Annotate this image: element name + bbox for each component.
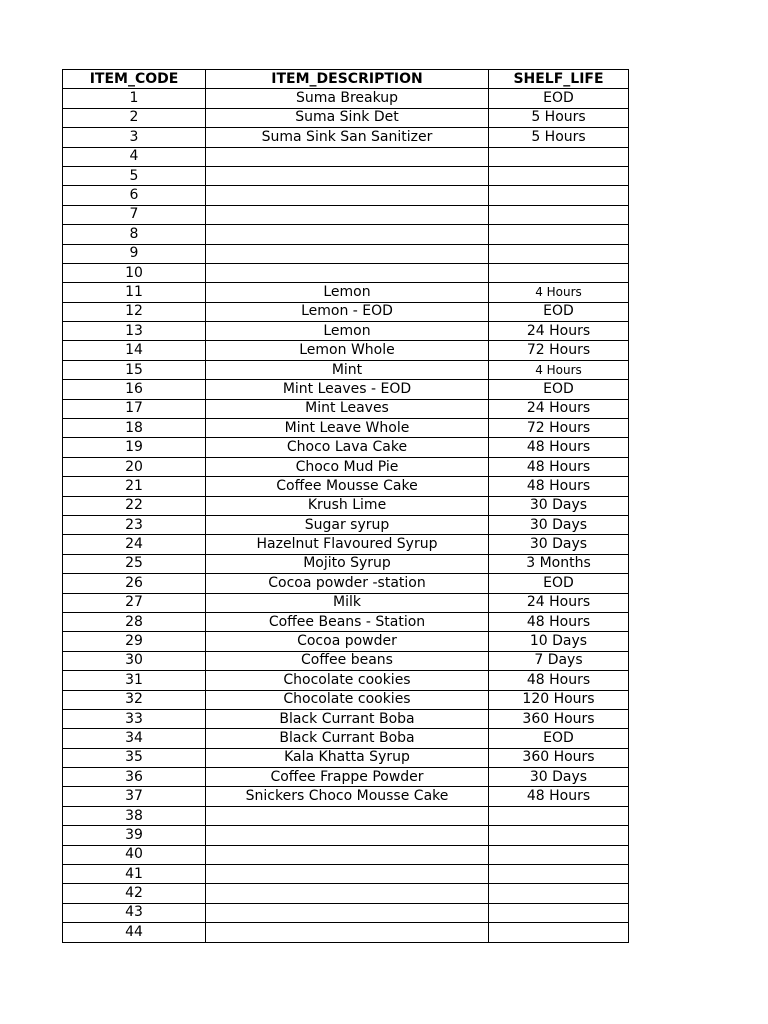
- item-code-cell: 23: [63, 515, 206, 534]
- spreadsheet: [62, 69, 629, 943]
- shelf-life-cell: 48 Hours: [489, 787, 629, 806]
- table-row: [63, 302, 629, 321]
- item-code-cell: 27: [63, 593, 206, 612]
- table-body: [63, 89, 629, 942]
- shelf-life-cell: 5 Hours: [489, 128, 629, 147]
- shelf-life-cell: 72 Hours: [489, 419, 629, 438]
- item-code-cell: 1: [63, 89, 206, 108]
- shelf-life-cell: [489, 923, 629, 942]
- table-row: [63, 205, 629, 224]
- item-description-cell: Hazelnut Flavoured Syrup: [206, 535, 489, 554]
- table-row: [63, 671, 629, 690]
- item-description-cell: [206, 865, 489, 884]
- table-row: [63, 865, 629, 884]
- shelf-life-cell: [489, 806, 629, 825]
- item-description-cell: Choco Lava Cake: [206, 438, 489, 457]
- item-description-cell: Choco Mud Pie: [206, 457, 489, 476]
- table-row: [63, 574, 629, 593]
- item-description-cell: Kala Khatta Syrup: [206, 748, 489, 767]
- shelf-life-cell: 360 Hours: [489, 748, 629, 767]
- table-row: [63, 632, 629, 651]
- item-description-cell: [206, 263, 489, 282]
- shelf-life-cell: [489, 186, 629, 205]
- item-code-cell: 20: [63, 457, 206, 476]
- table-row: [63, 263, 629, 282]
- shelf-life-cell: EOD: [489, 89, 629, 108]
- item-code-cell: 39: [63, 826, 206, 845]
- shelf-life-cell: [489, 884, 629, 903]
- table-row: [63, 360, 629, 379]
- table-row: [63, 787, 629, 806]
- table-row: [63, 244, 629, 263]
- table-row: [63, 147, 629, 166]
- shelf-life-cell: [489, 845, 629, 864]
- item-code-cell: 38: [63, 806, 206, 825]
- item-description-cell: Chocolate cookies: [206, 671, 489, 690]
- table-row: [63, 826, 629, 845]
- table-row: [63, 651, 629, 670]
- item-description-cell: [206, 147, 489, 166]
- item-description-cell: Mint Leave Whole: [206, 419, 489, 438]
- shelf-life-cell: 7 Days: [489, 651, 629, 670]
- shelf-life-cell: [489, 225, 629, 244]
- table-row: [63, 380, 629, 399]
- item-code-cell: 15: [63, 360, 206, 379]
- item-code-cell: 40: [63, 845, 206, 864]
- item-code-cell: 24: [63, 535, 206, 554]
- item-description-cell: [206, 186, 489, 205]
- item-description-cell: [206, 166, 489, 185]
- item-code-cell: 13: [63, 322, 206, 341]
- item-code-cell: 8: [63, 225, 206, 244]
- item-code-cell: 30: [63, 651, 206, 670]
- item-description-cell: Mint Leaves: [206, 399, 489, 418]
- table-row: [63, 108, 629, 127]
- item-code-cell: 25: [63, 554, 206, 573]
- table-row: [63, 554, 629, 573]
- shelf-life-cell: [489, 903, 629, 922]
- shelf-life-cell: [489, 205, 629, 224]
- item-description-cell: Mint: [206, 360, 489, 379]
- item-description-cell: [206, 205, 489, 224]
- shelf-life-cell: 48 Hours: [489, 438, 629, 457]
- item-description-cell: Mojito Syrup: [206, 554, 489, 573]
- header-shelf-life: SHELF_LIFE: [489, 70, 629, 89]
- header-item-code: ITEM_CODE: [63, 70, 206, 89]
- shelf-life-cell: 30 Days: [489, 535, 629, 554]
- item-description-cell: Coffee Mousse Cake: [206, 477, 489, 496]
- table-row: [63, 496, 629, 515]
- item-code-cell: 21: [63, 477, 206, 496]
- item-description-cell: Lemon - EOD: [206, 302, 489, 321]
- shelf-life-cell: 3 Months: [489, 554, 629, 573]
- shelf-life-cell: EOD: [489, 302, 629, 321]
- table-row: [63, 845, 629, 864]
- item-description-cell: Lemon Whole: [206, 341, 489, 360]
- table-row: [63, 535, 629, 554]
- shelf-life-cell: 72 Hours: [489, 341, 629, 360]
- item-code-cell: 31: [63, 671, 206, 690]
- item-description-cell: Coffee Frappe Powder: [206, 768, 489, 787]
- item-description-cell: [206, 845, 489, 864]
- table-row: [63, 399, 629, 418]
- shelf-life-cell: 30 Days: [489, 768, 629, 787]
- table-row: [63, 923, 629, 942]
- item-description-cell: Suma Breakup: [206, 89, 489, 108]
- item-code-cell: 4: [63, 147, 206, 166]
- item-description-cell: Coffee Beans - Station: [206, 612, 489, 631]
- item-code-cell: 3: [63, 128, 206, 147]
- shelf-life-cell: [489, 166, 629, 185]
- item-description-cell: [206, 923, 489, 942]
- table-row: [63, 593, 629, 612]
- item-description-cell: [206, 806, 489, 825]
- item-code-cell: 42: [63, 884, 206, 903]
- table-row: [63, 903, 629, 922]
- item-code-cell: 10: [63, 263, 206, 282]
- item-description-cell: [206, 225, 489, 244]
- item-code-cell: 5: [63, 166, 206, 185]
- item-code-cell: 37: [63, 787, 206, 806]
- table-row: [63, 283, 629, 302]
- table-row: [63, 438, 629, 457]
- item-description-cell: [206, 244, 489, 263]
- item-code-cell: 19: [63, 438, 206, 457]
- item-description-cell: Lemon: [206, 322, 489, 341]
- shelf-life-cell: [489, 826, 629, 845]
- shelf-life-cell: 4 Hours: [489, 360, 629, 379]
- shelf-life-cell: 5 Hours: [489, 108, 629, 127]
- item-code-cell: 11: [63, 283, 206, 302]
- item-description-cell: Sugar syrup: [206, 515, 489, 534]
- item-code-cell: 14: [63, 341, 206, 360]
- item-description-cell: [206, 884, 489, 903]
- item-code-cell: 41: [63, 865, 206, 884]
- item-description-cell: Cocoa powder -station: [206, 574, 489, 593]
- shelf-life-cell: [489, 263, 629, 282]
- shelf-life-cell: 30 Days: [489, 515, 629, 534]
- shelf-life-cell: 360 Hours: [489, 709, 629, 728]
- item-code-cell: 36: [63, 768, 206, 787]
- table-row: [63, 477, 629, 496]
- item-description-cell: Chocolate cookies: [206, 690, 489, 709]
- item-description-cell: [206, 903, 489, 922]
- shelf-life-cell: 24 Hours: [489, 593, 629, 612]
- table-row: [63, 225, 629, 244]
- item-code-cell: 9: [63, 244, 206, 263]
- shelf-life-cell: 4 Hours: [489, 283, 629, 302]
- item-description-cell: Black Currant Boba: [206, 709, 489, 728]
- header-row: [63, 70, 629, 89]
- table-row: [63, 768, 629, 787]
- shelf-life-cell: 10 Days: [489, 632, 629, 651]
- item-code-cell: 33: [63, 709, 206, 728]
- table-row: [63, 515, 629, 534]
- table-row: [63, 128, 629, 147]
- shelf-life-cell: [489, 244, 629, 263]
- table-row: [63, 89, 629, 108]
- table-row: [63, 341, 629, 360]
- item-code-cell: 6: [63, 186, 206, 205]
- item-description-cell: [206, 826, 489, 845]
- item-code-cell: 7: [63, 205, 206, 224]
- table-row: [63, 690, 629, 709]
- item-description-cell: Krush Lime: [206, 496, 489, 515]
- shelf-life-cell: 48 Hours: [489, 612, 629, 631]
- table-row: [63, 884, 629, 903]
- item-code-cell: 35: [63, 748, 206, 767]
- item-description-cell: Cocoa powder: [206, 632, 489, 651]
- table-row: [63, 806, 629, 825]
- item-code-cell: 17: [63, 399, 206, 418]
- table-row: [63, 166, 629, 185]
- item-description-cell: Milk: [206, 593, 489, 612]
- table-row: [63, 457, 629, 476]
- table-row: [63, 729, 629, 748]
- shelf-life-cell: 24 Hours: [489, 399, 629, 418]
- item-code-cell: 29: [63, 632, 206, 651]
- item-description-cell: Suma Sink Det: [206, 108, 489, 127]
- item-description-cell: Mint Leaves - EOD: [206, 380, 489, 399]
- table-row: [63, 322, 629, 341]
- table-row: [63, 709, 629, 728]
- shelf-life-cell: 24 Hours: [489, 322, 629, 341]
- shelf-life-cell: [489, 865, 629, 884]
- shelf-life-cell: 48 Hours: [489, 477, 629, 496]
- table-row: [63, 612, 629, 631]
- shelf-life-cell: 48 Hours: [489, 671, 629, 690]
- item-code-cell: 28: [63, 612, 206, 631]
- table-row: [63, 419, 629, 438]
- shelf-life-cell: EOD: [489, 574, 629, 593]
- shelf-life-table: [62, 69, 629, 943]
- item-code-cell: 22: [63, 496, 206, 515]
- item-code-cell: 44: [63, 923, 206, 942]
- shelf-life-cell: [489, 147, 629, 166]
- item-description-cell: Snickers Choco Mousse Cake: [206, 787, 489, 806]
- item-code-cell: 18: [63, 419, 206, 438]
- header-item-description: ITEM_DESCRIPTION: [206, 70, 489, 89]
- shelf-life-cell: 120 Hours: [489, 690, 629, 709]
- item-description-cell: Black Currant Boba: [206, 729, 489, 748]
- item-code-cell: 12: [63, 302, 206, 321]
- shelf-life-cell: EOD: [489, 380, 629, 399]
- item-description-cell: Coffee beans: [206, 651, 489, 670]
- item-code-cell: 34: [63, 729, 206, 748]
- shelf-life-cell: 30 Days: [489, 496, 629, 515]
- item-code-cell: 32: [63, 690, 206, 709]
- shelf-life-cell: EOD: [489, 729, 629, 748]
- item-code-cell: 43: [63, 903, 206, 922]
- item-code-cell: 16: [63, 380, 206, 399]
- shelf-life-cell: 48 Hours: [489, 457, 629, 476]
- item-code-cell: 2: [63, 108, 206, 127]
- table-row: [63, 748, 629, 767]
- item-description-cell: Lemon: [206, 283, 489, 302]
- item-code-cell: 26: [63, 574, 206, 593]
- table-row: [63, 186, 629, 205]
- item-description-cell: Suma Sink San Sanitizer: [206, 128, 489, 147]
